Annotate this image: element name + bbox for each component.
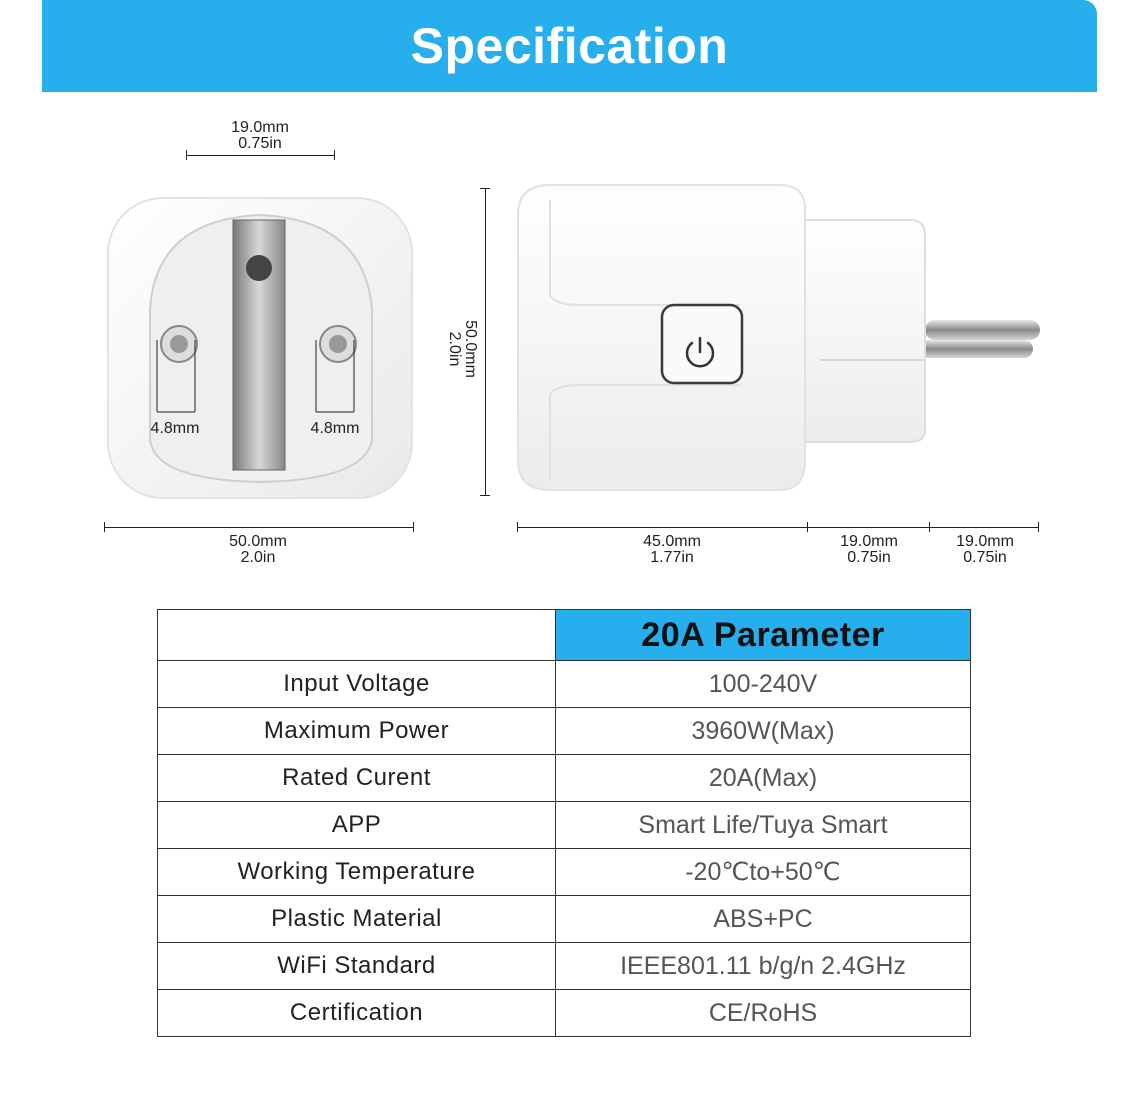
row-label: APP	[158, 802, 556, 849]
table-row	[158, 661, 971, 708]
header-banner	[42, 0, 1097, 92]
plug-side-view	[510, 180, 1055, 495]
row-label: WiFi Standard	[158, 943, 556, 990]
table-row	[158, 708, 971, 755]
row-label: Maximum Power	[158, 708, 556, 755]
page-title: Specification	[410, 18, 729, 74]
row-label: Certification	[158, 990, 556, 1037]
dim-line-front-top	[186, 155, 335, 156]
dim-line-side-height	[485, 188, 486, 496]
row-value: ABS+PC	[556, 896, 971, 943]
row-label: Plastic Material	[158, 896, 556, 943]
row-label: Input Voltage	[158, 661, 556, 708]
row-value: -20℃to+50℃	[556, 849, 971, 896]
plug-front-view	[100, 190, 420, 505]
spec-table	[157, 609, 971, 1037]
row-value: IEEE801.11 b/g/n 2.4GHz	[556, 943, 971, 990]
dim-line-side-bottom	[517, 527, 1039, 528]
table-row	[158, 943, 971, 990]
table-row	[158, 849, 971, 896]
dim-front-pin-right: 4.8mm	[310, 420, 360, 437]
row-value: 100-240V	[556, 661, 971, 708]
dim-side-body: 45.0mm 1.77in	[643, 533, 701, 566]
table-row	[158, 755, 971, 802]
dim-side-height: 50.0mm 2.0in	[446, 320, 479, 378]
dim-front-pin-left: 4.8mm	[150, 420, 200, 437]
dim-front-bottom: 50.0mm 2.0in	[229, 533, 287, 566]
row-value: 3960W(Max)	[556, 708, 971, 755]
dim-side-socket: 19.0mm 0.75in	[840, 533, 898, 566]
row-label: Working Temperature	[158, 849, 556, 896]
table-header-empty	[158, 610, 556, 661]
dim-line-front-bottom	[104, 527, 414, 528]
row-label: Rated Curent	[158, 755, 556, 802]
dim-front-top: 19.0mm 0.75in	[231, 119, 289, 152]
row-value: Smart Life/Tuya Smart	[556, 802, 971, 849]
table-row	[158, 896, 971, 943]
table-row	[158, 802, 971, 849]
power-icon	[678, 330, 722, 374]
dim-side-pins: 19.0mm 0.75in	[956, 533, 1014, 566]
row-value: 20A(Max)	[556, 755, 971, 802]
row-value: CE/RoHS	[556, 990, 971, 1037]
table-header: 20A Parameter	[556, 610, 971, 661]
table-header-row	[158, 610, 971, 661]
table-row	[158, 990, 971, 1037]
